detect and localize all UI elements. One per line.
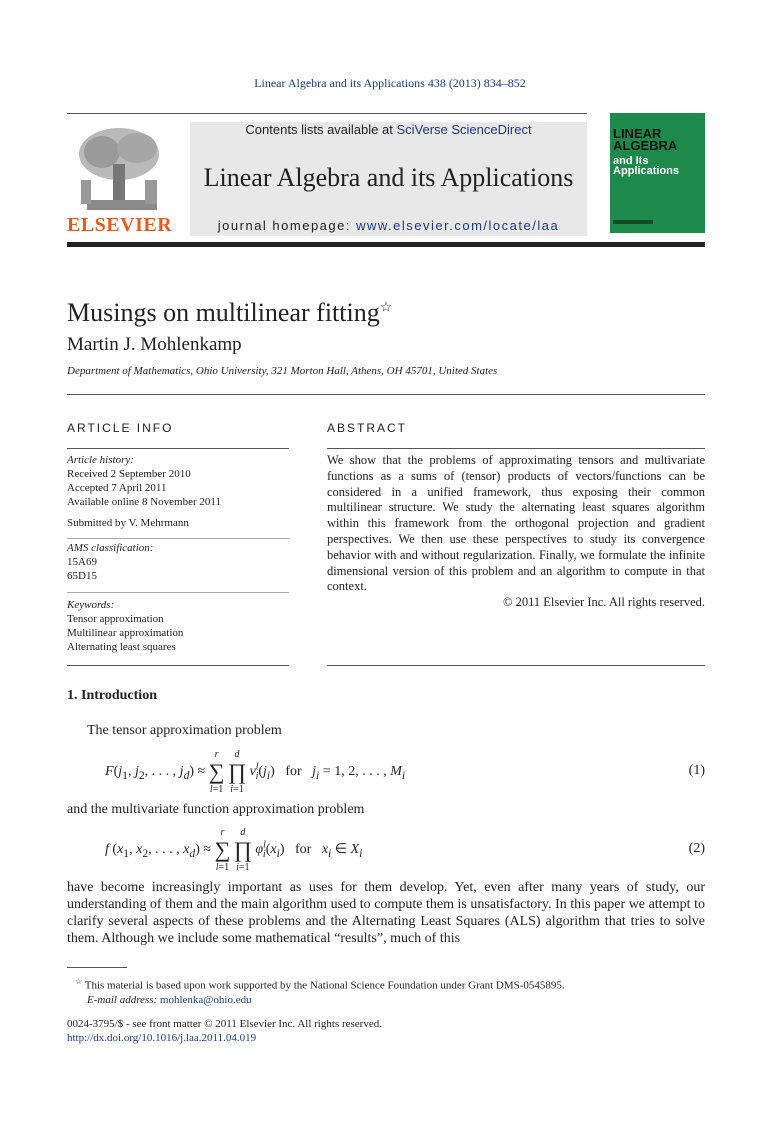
history-label: Article history:: [67, 454, 134, 466]
abstract-rule-bottom: [327, 665, 705, 666]
footnote-mark: ☆: [75, 977, 83, 986]
keyword: Tensor approximation: [67, 613, 164, 625]
sciverse-link[interactable]: SciVerse ScienceDirect: [396, 122, 532, 137]
history-accepted: Accepted 7 April 2011: [67, 482, 167, 494]
abstract-text: We show that the problems of approximating tensors and multivariate functions as a sums of (tensor) products of vectors/functions can be considered in a unified framework, thus exposing their common multilinear structure. We study the alternating least squares algorithm within this framework from the orthogonal projection and gradient perspectives. We then use these perspectives to study its convergence behavior with and without regularization. Finally, we formulate the infinite dimensional version of this problem and an algorithm to compute in that context.: [327, 453, 705, 594]
title-footnote-mark[interactable]: ☆: [379, 300, 393, 316]
info-rule-top: [67, 448, 289, 449]
author-name: Martin J. Mohlenkamp: [67, 334, 242, 355]
title-rule: [67, 394, 705, 395]
article-history: [67, 453, 289, 530]
keywords-label: Keywords:: [67, 599, 115, 611]
ams-classification: [67, 541, 289, 583]
footnote-text: This material is based upon work supported by the National Science Foundation under Grant DMS-0545895.: [84, 979, 565, 992]
journal-citation[interactable]: Linear Algebra and its Applications 438 (2013) 834–852: [254, 76, 526, 90]
intro-paragraph-2: and the multivariate function approximation problem: [67, 802, 365, 817]
keywords: [67, 598, 289, 654]
header-thick-rule: [67, 242, 705, 247]
header-rule: [67, 113, 587, 114]
info-rule-mid1: [67, 538, 289, 539]
equation-2: f ($x_1$, $x_2$, . . . , $x_d) \approx r$ ∑ l=1 d ∏ i=1 $\varphi^l_i(x_i)$ for $x_i$ ∈ $X_i$: [105, 827, 363, 873]
homepage-prefix: journal homepage:: [217, 218, 357, 233]
abstract-label: ABSTRACT: [327, 421, 408, 435]
journal-title: Linear Algebra and its Applications: [203, 163, 574, 192]
issn-line: 0024-3795/$ - see front matter © 2011 Elsevier Inc. All rights reserved.: [67, 1018, 382, 1030]
history-received: Received 2 September 2010: [67, 468, 191, 480]
cover-title: LINEAR ALGEBRA: [613, 126, 678, 153]
email-label: E-mail address:: [87, 993, 160, 1006]
homepage-link[interactable]: www.elsevier.com/locate/laa: [356, 218, 560, 233]
history-online: Available online 8 November 2011: [67, 496, 221, 508]
equation-2-number: (2): [688, 841, 705, 856]
footnote: [75, 975, 705, 1007]
article-title: [67, 298, 392, 328]
homepage-line: [190, 218, 587, 233]
submitted-by: Submitted by V. Mehrmann: [67, 517, 189, 529]
abstract-copyright: © 2011 Elsevier Inc. All rights reserved.: [502, 595, 705, 610]
keyword: Multilinear approximation: [67, 627, 184, 639]
footnote-rule: [67, 967, 127, 968]
equation-1-number: (1): [688, 763, 705, 778]
abstract-body: [327, 453, 705, 611]
contents-line: [190, 122, 587, 137]
section-heading: 1. Introduction: [67, 688, 157, 703]
publisher-wordmark: ELSEVIER: [67, 214, 173, 236]
keyword: Alternating least squares: [67, 641, 176, 653]
cover-band: [613, 220, 653, 224]
intro-paragraph-3: have become increasingly important as uses for them develop. Yet, even after many years of study, our understanding of them and the main algorithm used to compute them is unsatisfactory. In this paper we attempt to clarify several aspects of these problems and the Alternating Least Squares (ALS) algorithm that tries to solve them. Although we include some mathematical “results”, much of this: [67, 880, 705, 946]
intro-paragraph-1: The tensor approximation problem: [87, 723, 282, 738]
cover-subtitle: and Its Applications: [613, 155, 680, 177]
ams-label: AMS classification:: [67, 542, 154, 554]
email-link[interactable]: mohlenka@ohio.edu: [159, 993, 252, 1006]
article-info-label: ARTICLE INFO: [67, 421, 174, 435]
abstract-rule-top: [327, 448, 705, 449]
article-title-text: Musings on multilinear fitting: [67, 298, 380, 327]
equation-1: $F(j_1$, $j_2$, . . . , $j_d) \approx r$ ∑ l=1 d ∏ i=1 $v^l_i(j_i)$ for $j_i = 1$, 2, . . . , $M_i$: [105, 749, 406, 795]
ams-code: 65D15: [67, 570, 97, 582]
doi-link[interactable]: http://dx.doi.org/10.1016/j.laa.2011.04.019: [67, 1032, 257, 1044]
info-rule-bottom: [67, 665, 289, 666]
contents-prefix: Contents lists available at: [245, 122, 397, 137]
affiliation: Department of Mathematics, Ohio University, 321 Morton Hall, Athens, OH 45701, United States: [67, 365, 498, 377]
info-rule-mid2: [67, 592, 289, 593]
ams-code: 15A69: [67, 556, 97, 568]
